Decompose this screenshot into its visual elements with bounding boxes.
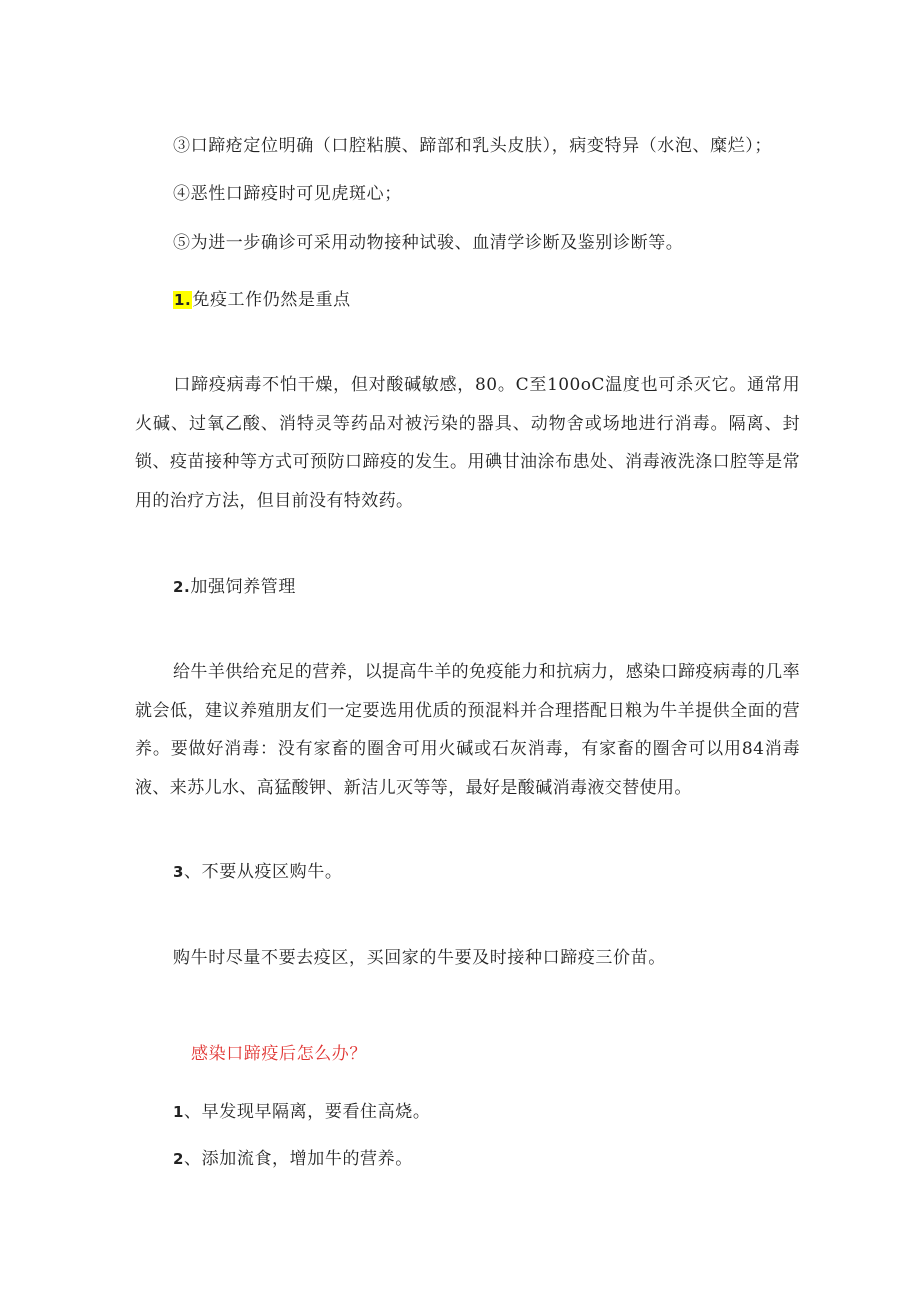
after-infection-item-1 [173,1100,430,1124]
after-infection-item-1-number: 1 [173,1103,185,1121]
section-2-heading [173,575,296,599]
section-1-body [135,366,800,520]
section-3-body: 购牛时尽量不要去疫区，买回家的牛要及时接种口蹄疫三价苗。 [173,948,666,968]
section-1-title: 免疫工作仍然是重点 [192,290,351,310]
section-2-title: 加强饲养管理 [190,577,296,597]
diagnosis-item-4: ④恶性口蹄疫时可见虎斑心； [173,184,402,204]
diagnosis-item-3: ③口蹄疮定位明确（口腔粘膜、蹄部和乳头皮肤），病变特异（水泡、糜烂）； [173,136,772,156]
after-infection-item-2-number: 2 [173,1150,185,1168]
diagnosis-item-5: ⑤为进一步确诊可采用动物接种试骏、血清学诊断及鉴别诊断等。 [173,233,684,253]
after-infection-item-1-text: 、早发现早隔离，要看住高烧。 [184,1102,431,1122]
section-2-body-text: 给牛羊供给充足的营养，以提高牛羊的免疫能力和抗病力，感染口蹄疫病毒的几率就会低，建议养殖朋友们一定要选用优质的预混料并合理搭配日粮为牛羊提供全面的营养。要做好消毒：没有家畜的圈舍可用火碱或石灰消毒，有家畜的圈舍可以用84消毒液、来苏儿水、高猛酸钾、新洁儿灭等等，最好是酸碱消毒液交替使用。 [135,662,800,798]
section-1-number: 1. [174,291,192,309]
after-infection-item-2 [173,1147,413,1171]
section-3-title: 、不要从疫区购牛。 [184,862,343,882]
after-infection-heading: 感染口蹄疫后怎么办？ [191,1044,367,1064]
section-1-body-text: 口蹄疫病毒不怕干燥，但对酸碱敏感，80。C至100oC温度也可杀灭它。通常用火碱、过氧乙酸、消特灵等药品对被污染的器具、动物舍或场地进行消毒。隔离、封锁、疫苗接种等方式可预防口蹄疫的发生。用碘甘油涂布患处、消毒液洗涤口腔等是常用的治疗方法，但目前没有特效药。 [135,375,800,511]
section-2-body [135,653,800,807]
after-infection-item-2-text: 、添加流食，增加牛的营养。 [184,1149,413,1169]
section-1-heading [173,288,351,312]
section-2-number: 2. [173,578,191,596]
section-3-heading [173,860,342,884]
section-3-number: 3 [173,863,185,881]
